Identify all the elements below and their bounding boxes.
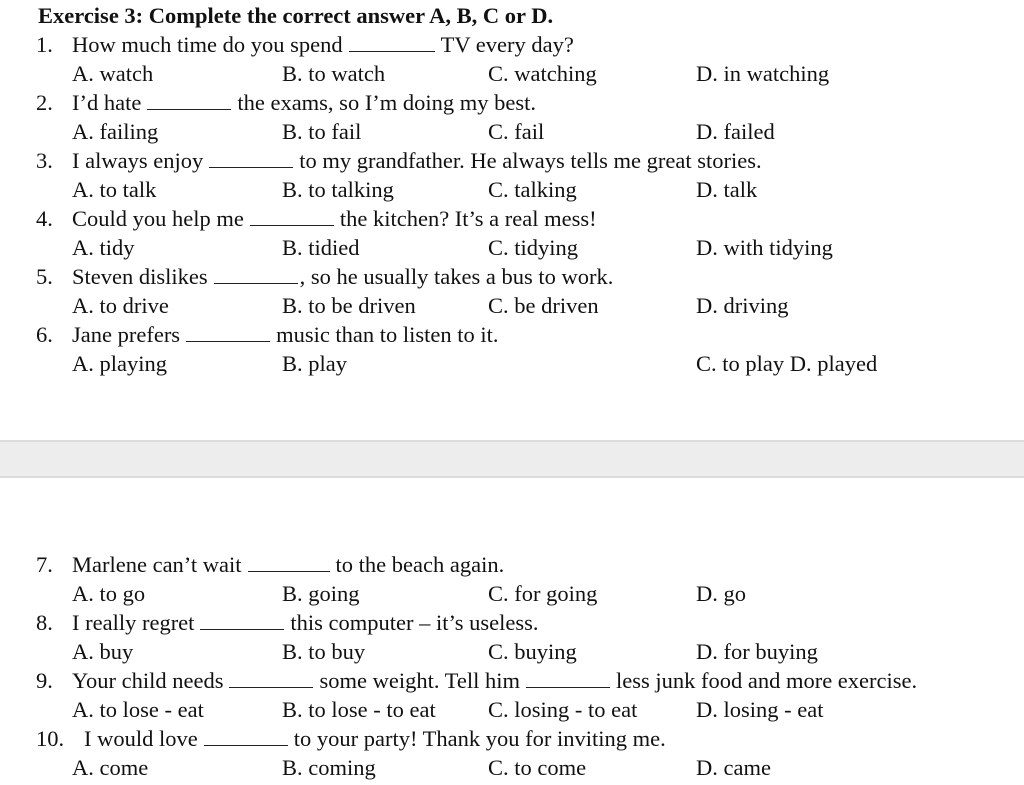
question-number: 3. bbox=[36, 148, 53, 173]
option-b[interactable]: B. tidied bbox=[282, 235, 360, 260]
answer-blank bbox=[200, 611, 284, 630]
option-d[interactable]: D. with tidying bbox=[696, 235, 833, 260]
option-b[interactable]: B. to lose - to eat bbox=[282, 697, 436, 722]
option-d[interactable]: D. driving bbox=[696, 293, 789, 318]
option-c[interactable]: C. talking bbox=[488, 177, 577, 202]
option-b[interactable]: B. play bbox=[282, 351, 347, 376]
question-number: 8. bbox=[36, 610, 53, 635]
answer-blank bbox=[248, 553, 330, 572]
option-b[interactable]: B. to watch bbox=[282, 61, 386, 86]
answer-blank bbox=[147, 91, 231, 110]
question-text: Jane prefers music than to listen to it. bbox=[72, 322, 499, 347]
answer-blank bbox=[204, 727, 288, 746]
answer-blank bbox=[229, 669, 313, 688]
option-c[interactable]: C. watching bbox=[488, 61, 597, 86]
option-d[interactable]: D. failed bbox=[696, 119, 775, 144]
question-number: 2. bbox=[36, 90, 53, 115]
option-d[interactable]: D. losing - eat bbox=[696, 697, 824, 722]
question-text: I would love to your party! Thank you for inviting me. bbox=[84, 726, 666, 751]
answer-blank bbox=[214, 265, 298, 284]
option-a[interactable]: A. come bbox=[72, 755, 149, 780]
question-text: Steven dislikes , so he usually takes a bus to work. bbox=[72, 264, 614, 289]
question-number: 6. bbox=[36, 322, 53, 347]
option-b[interactable]: B. to fail bbox=[282, 119, 362, 144]
option-b[interactable]: B. to be driven bbox=[282, 293, 416, 318]
option-d[interactable]: D. go bbox=[696, 581, 746, 606]
option-c[interactable]: C. fail bbox=[488, 119, 545, 144]
question-number: 5. bbox=[36, 264, 53, 289]
option-d[interactable]: D. for buying bbox=[696, 639, 818, 664]
question-text: Marlene can’t wait to the beach again. bbox=[72, 552, 505, 577]
option-c[interactable]: C. tidying bbox=[488, 235, 579, 260]
option-c-d[interactable]: C. to play D. played bbox=[696, 351, 878, 376]
question-number: 7. bbox=[36, 552, 53, 577]
answer-blank bbox=[209, 149, 293, 168]
question-text: I’d hate the exams, so I’m doing my best. bbox=[72, 90, 537, 115]
question-text: How much time do you spend TV every day? bbox=[72, 32, 574, 57]
option-c[interactable]: C. be driven bbox=[488, 293, 599, 318]
answer-blank bbox=[349, 33, 435, 52]
page-separator bbox=[0, 440, 1024, 478]
option-c[interactable]: C. buying bbox=[488, 639, 577, 664]
question-text: Could you help me the kitchen? It’s a real mess! bbox=[72, 206, 597, 231]
exercise-title: Exercise 3: Complete the correct answer A, B, C or D. bbox=[38, 3, 554, 28]
option-c[interactable]: C. for going bbox=[488, 581, 598, 606]
option-c[interactable]: C. to come bbox=[488, 755, 587, 780]
option-d[interactable]: D. talk bbox=[696, 177, 758, 202]
option-a[interactable]: A. to talk bbox=[72, 177, 157, 202]
option-b[interactable]: B. to buy bbox=[282, 639, 366, 664]
option-a[interactable]: A. buy bbox=[72, 639, 134, 664]
question-number: 4. bbox=[36, 206, 53, 231]
answer-blank bbox=[526, 669, 610, 688]
option-b[interactable]: B. coming bbox=[282, 755, 376, 780]
option-b[interactable]: B. going bbox=[282, 581, 360, 606]
option-b[interactable]: B. to talking bbox=[282, 177, 394, 202]
question-number: 10. bbox=[36, 726, 65, 751]
answer-blank bbox=[250, 207, 334, 226]
option-a[interactable]: A. to lose - eat bbox=[72, 697, 204, 722]
option-a[interactable]: A. watch bbox=[72, 61, 154, 86]
question-text: Your child needs some weight. Tell him less junk food and more exercise. bbox=[72, 668, 918, 693]
option-d[interactable]: D. came bbox=[696, 755, 771, 780]
question-text: I really regret this computer – it’s useless. bbox=[72, 610, 539, 635]
option-a[interactable]: A. tidy bbox=[72, 235, 135, 260]
option-a[interactable]: A. to drive bbox=[72, 293, 169, 318]
option-c[interactable]: C. losing - to eat bbox=[488, 697, 638, 722]
answer-blank bbox=[186, 323, 270, 342]
question-text: I always enjoy to my grandfather. He always tells me great stories. bbox=[72, 148, 762, 173]
document-page-bottom bbox=[0, 478, 1024, 785]
question-number: 9. bbox=[36, 668, 53, 693]
option-a[interactable]: A. failing bbox=[72, 119, 159, 144]
option-d[interactable]: D. in watching bbox=[696, 61, 830, 86]
option-a[interactable]: A. playing bbox=[72, 351, 167, 376]
option-a[interactable]: A. to go bbox=[72, 581, 146, 606]
question-number: 1. bbox=[36, 32, 53, 57]
